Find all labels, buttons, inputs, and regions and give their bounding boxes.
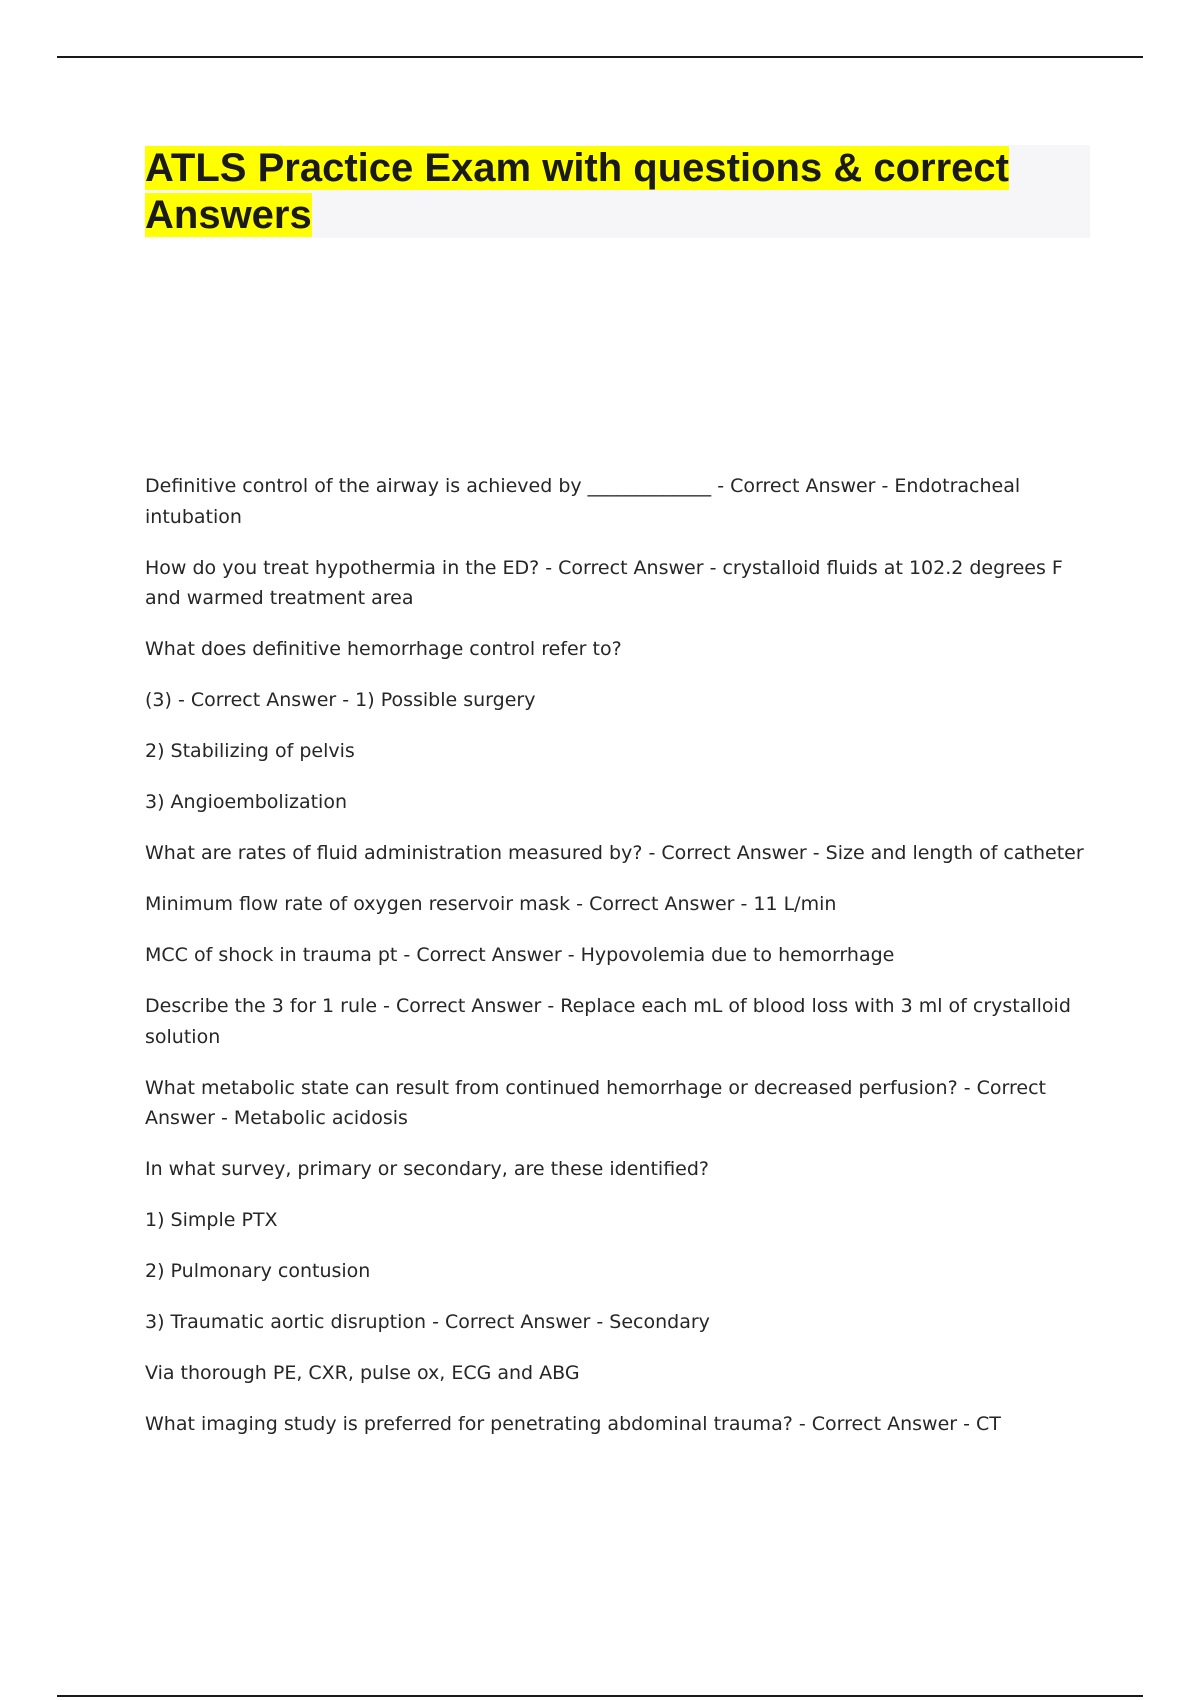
paragraph: 2) Pulmonary contusion [145,1260,371,1282]
paragraph: Via thorough PE, CXR, pulse ox, ECG and ABG [145,1362,580,1384]
bottom-rule [57,1695,1143,1697]
paragraph: Describe the 3 for 1 rule - Correct Answer - Replace each mL of blood loss with 3 ml of crystalloid solution [145,995,1071,1048]
paragraph: 1) Simple PTX [145,1209,278,1231]
document-body [145,471,1090,1460]
paragraph: (3) - Correct Answer - 1) Possible surgery [145,689,536,711]
paragraph: How do you treat hypothermia in the ED? - Correct Answer - crystalloid fluids at 102.2 degrees F and warmed treatment area [145,556,1063,609]
title-block [145,145,1090,238]
paragraph: Definitive control of the airway is achieved by _____________ - Correct Answer - Endotracheal intubation [145,475,1021,528]
paragraph: 2) Stabilizing of pelvis [145,740,355,762]
top-rule [57,56,1143,58]
paragraph: MCC of shock in trauma pt - Correct Answer - Hypovolemia due to hemorrhage [145,944,895,966]
title-line-1: ATLS Practice Exam with questions & correct [145,146,1009,190]
paragraph: 3) Traumatic aortic disruption - Correct Answer - Secondary [145,1311,710,1333]
title-line-2: Answers [145,193,312,237]
paragraph: What does definitive hemorrhage control refer to? [145,638,622,660]
paragraph: Minimum flow rate of oxygen reservoir mask - Correct Answer - 11 L/min [145,893,837,915]
paragraph: What are rates of fluid administration measured by? - Correct Answer - Size and length of catheter [145,842,1084,864]
paragraph: What imaging study is preferred for penetrating abdominal trauma? - Correct Answer - CT [145,1413,1001,1435]
paragraph: In what survey, primary or secondary, are these identified? [145,1158,709,1180]
page-title [145,145,1090,239]
paragraph: What metabolic state can result from continued hemorrhage or decreased perfusion? - Correct Answer - Metabolic acidosis [145,1076,1046,1129]
paragraph: 3) Angioembolization [145,791,347,813]
